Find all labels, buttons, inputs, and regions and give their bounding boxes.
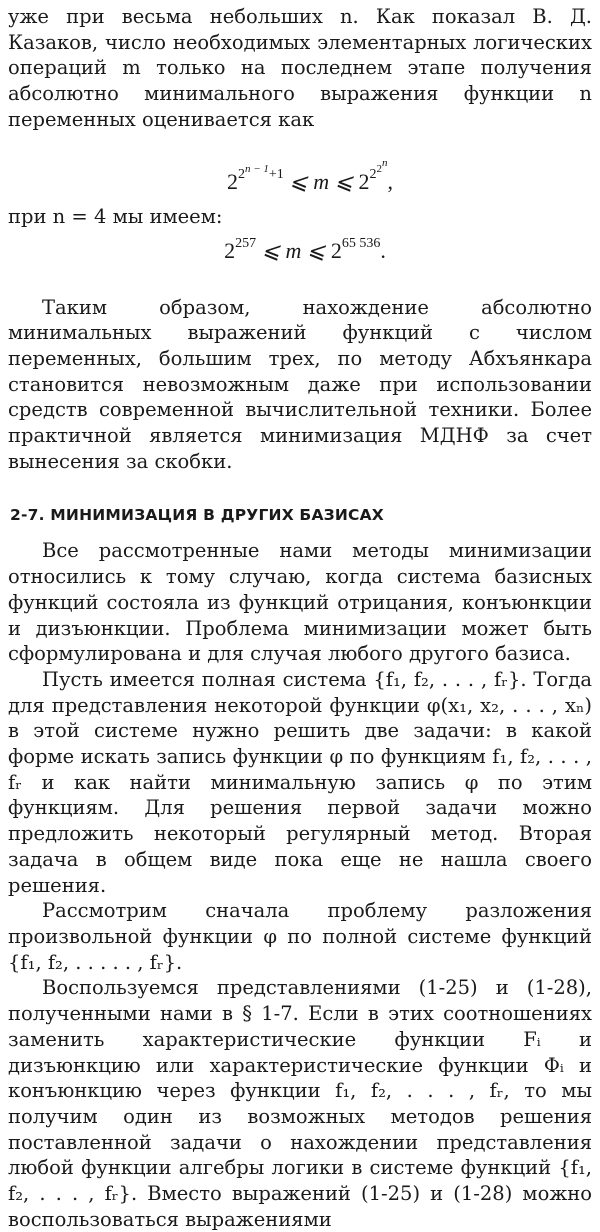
paragraph-decomposition: Рассмотрим сначала проблему разложения произвольной функции φ по полной системе функций {f₁, f₂, . . . . . , fᵣ}.	[8, 899, 592, 974]
paragraph-complete-system: Пусть имеется полная система {f₁, f₂, . . . , fᵣ}. Тогда для представления некоторой функции φ(x₁, x₂, . . . , xₙ) в этой системе нужно решить две задачи: в какой форме искать запись функции φ по функциям f₁, f₂, . . . , fᵣ и как найти минимальную запись φ по этим функциям. Для решения первой задачи можно предложить некоторый регулярный метод. Вторая задача в общем виде пока еще не нашла своего решения.	[8, 667, 592, 897]
paragraph-kazakov-estimate: уже при весьма небольших n. Как показал В. Д. Казаков, число необходимых элементарных логических операций m только на последнем этапе получения абсолютно минимального выражения функции n переменных оценивается как	[8, 5, 592, 131]
formula-n4-bound: $2^{257}$ ⩽ m ⩽ $2^{65 536}$.	[224, 235, 386, 263]
paragraph-basis-intro: Все рассмотренные нами методы минимизации относились к тому случаю, когда система базисных функций состояла из функций отрицания, конъюнкции и дизъюнкции. Проблема минимизации может быть сформулирована и для случая любого другого базиса.	[8, 539, 592, 666]
paragraph-representations: Воспользуемся представлениями (1-25) и (1-28), полученными нами в § 1-7. Если в этих соотношениях заменить характеристические функции Fᵢ и дизъюнкцию или характеристические функции Φᵢ и конъюнкцию через функции f₁, f₂, . . . , fᵣ, то мы получим один из возможных методов решения поставленной задачи о нахождении представления любой функции алгебры логики в системе функций {f₁, f₂, . . . , fᵣ}. Вместо выражений (1-25) и (1-28) можно воспользоваться выражениями	[8, 976, 592, 1231]
section-heading: 2-7. МИНИМИЗАЦИЯ В ДРУГИХ БАЗИСАХ	[10, 506, 384, 525]
paragraph-conclusion: Таким образом, нахождение абсолютно минимальных выражений функций с числом переменных, большим трех, по методу Абхъянкара становится невозможным даже при использовании средств современной вычислительной техники. Более практичной является минимизация МДНФ за счет вынесения за скобки.	[8, 295, 592, 473]
text-case-n4: при n = 4 мы имеем:	[8, 204, 223, 228]
formula-operations-bound: $2^{2^{n - 1}+1}$ ⩽ m ⩽ $2^{2^{2^n}}$,	[226, 156, 394, 194]
